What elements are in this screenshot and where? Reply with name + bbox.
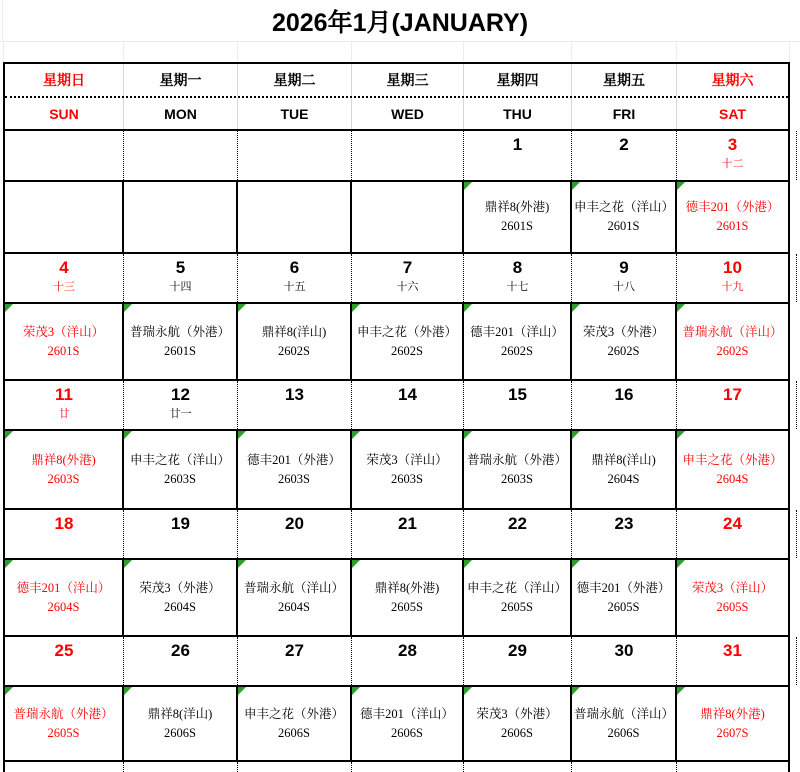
week-1-ship-row bbox=[5, 182, 788, 254]
calendar-table bbox=[3, 62, 790, 772]
date-cell-2[interactable] bbox=[572, 131, 677, 180]
ship-cell-6[interactable] bbox=[238, 304, 352, 379]
date-number: 18 bbox=[54, 514, 74, 533]
date-cell-20[interactable] bbox=[238, 510, 352, 558]
comment-indicator-icon bbox=[464, 560, 472, 568]
comment-indicator-icon bbox=[464, 687, 472, 695]
voyage-number-label: 2606S bbox=[164, 725, 196, 740]
lunar-date-label: 十三 bbox=[53, 281, 75, 293]
date-cell-23[interactable] bbox=[572, 510, 677, 558]
date-number: 11 bbox=[55, 385, 73, 404]
weekday-cn-fri: 星期五 bbox=[572, 64, 677, 96]
week-3-ship-row bbox=[5, 431, 788, 510]
ship-cell-11[interactable] bbox=[5, 431, 124, 508]
title-band bbox=[0, 0, 800, 42]
ship-cell-25[interactable] bbox=[5, 687, 124, 760]
comment-indicator-icon bbox=[677, 687, 685, 695]
date-cell-29[interactable] bbox=[464, 637, 572, 685]
voyage-number-label: 2605S bbox=[716, 599, 749, 614]
date-cell-14[interactable] bbox=[352, 381, 464, 429]
ship-cell-empty[interactable] bbox=[5, 182, 124, 252]
lunar-date-label: 廿一 bbox=[169, 408, 192, 420]
date-cell-5[interactable] bbox=[124, 254, 238, 302]
ship-cell-4[interactable] bbox=[5, 304, 124, 379]
voyage-number-label: 2601S bbox=[164, 343, 196, 358]
date-cell-empty[interactable] bbox=[352, 131, 464, 180]
ship-name-label: 普瑞永航（外港） bbox=[13, 706, 114, 721]
voyage-number-label: 2603S bbox=[278, 471, 310, 486]
ship-cell-22[interactable] bbox=[464, 560, 572, 635]
date-cell-3[interactable] bbox=[677, 131, 788, 180]
ship-name-label: 荣茂3（外港） bbox=[476, 706, 558, 721]
date-number: 21 bbox=[398, 514, 417, 533]
date-number: 24 bbox=[723, 514, 742, 533]
voyage-number-label: 2607S bbox=[716, 725, 749, 740]
comment-indicator-icon bbox=[572, 687, 580, 695]
comment-indicator-icon bbox=[572, 182, 580, 190]
week-2-date-row bbox=[5, 254, 788, 304]
date-cell-28[interactable] bbox=[352, 637, 464, 685]
date-number: 15 bbox=[508, 385, 527, 404]
weekday-header-chinese-row bbox=[5, 64, 788, 98]
date-cell-16[interactable] bbox=[572, 381, 677, 429]
weekday-cn-tue: 星期二 bbox=[238, 64, 352, 96]
comment-indicator-icon bbox=[352, 560, 360, 568]
date-cell-1[interactable] bbox=[464, 131, 572, 180]
lunar-date-label: 十六 bbox=[396, 281, 419, 293]
ship-name-label: 普瑞永航（外港） bbox=[466, 452, 567, 467]
comment-indicator-icon bbox=[124, 560, 132, 568]
comment-indicator-icon bbox=[352, 687, 360, 695]
voyage-number-label: 2606S bbox=[391, 725, 423, 740]
comment-indicator-icon bbox=[124, 304, 132, 312]
clipped-cell bbox=[464, 762, 572, 772]
date-number: 2 bbox=[619, 135, 629, 154]
ship-cell-20[interactable] bbox=[238, 560, 352, 635]
ship-cell-8[interactable] bbox=[464, 304, 572, 379]
ship-cell-31[interactable] bbox=[677, 687, 788, 760]
clipped-cell bbox=[352, 762, 464, 772]
date-number: 23 bbox=[614, 514, 634, 533]
comment-indicator-icon bbox=[572, 304, 580, 312]
comment-indicator-icon bbox=[124, 431, 132, 439]
voyage-number-label: 2604S bbox=[607, 471, 640, 486]
ship-cell-2[interactable] bbox=[572, 182, 677, 252]
comment-indicator-icon bbox=[352, 304, 360, 312]
ship-cell-empty[interactable] bbox=[124, 182, 238, 252]
date-number: 25 bbox=[54, 641, 74, 660]
date-cell-12[interactable] bbox=[124, 381, 238, 429]
weekday-en-thu: THU bbox=[464, 98, 572, 129]
date-number: 28 bbox=[398, 641, 417, 660]
date-number: 16 bbox=[614, 385, 634, 404]
comment-indicator-icon bbox=[124, 687, 132, 695]
voyage-number-label: 2603S bbox=[47, 471, 80, 486]
comment-indicator-icon bbox=[464, 182, 472, 190]
date-cell-4[interactable] bbox=[5, 254, 124, 302]
date-number: 7 bbox=[402, 258, 413, 277]
ship-cell-16[interactable] bbox=[572, 431, 677, 508]
ship-name-label: 申丰之花（洋山） bbox=[466, 580, 567, 595]
date-cell-18[interactable] bbox=[5, 510, 124, 558]
comment-indicator-icon bbox=[572, 431, 580, 439]
voyage-number-label: 2601S bbox=[47, 343, 80, 358]
comment-indicator-icon bbox=[677, 182, 685, 190]
date-cell-7[interactable] bbox=[352, 254, 464, 302]
comment-indicator-icon bbox=[5, 431, 13, 439]
week-1-date-row bbox=[5, 131, 788, 182]
clipped-cell bbox=[677, 762, 788, 772]
voyage-number-label: 2602S bbox=[716, 343, 749, 358]
ship-name-label: 申丰之花（外港） bbox=[356, 324, 457, 339]
date-cell-27[interactable] bbox=[238, 637, 352, 685]
date-cell-26[interactable] bbox=[124, 637, 238, 685]
voyage-number-label: 2604S bbox=[164, 599, 196, 614]
date-number: 13 bbox=[285, 385, 304, 404]
comment-indicator-icon bbox=[238, 560, 246, 568]
ship-cell-empty[interactable] bbox=[352, 182, 464, 252]
date-cell-25[interactable] bbox=[5, 637, 124, 685]
date-number: 12 bbox=[171, 385, 190, 404]
week-5-ship-row bbox=[5, 687, 788, 762]
voyage-number-label: 2606S bbox=[607, 725, 640, 740]
ship-cell-15[interactable] bbox=[464, 431, 572, 508]
date-number: 27 bbox=[285, 641, 304, 660]
date-cell-31[interactable] bbox=[677, 637, 788, 685]
ship-cell-18[interactable] bbox=[5, 560, 124, 635]
ship-cell-10[interactable] bbox=[677, 304, 788, 379]
ship-cell-21[interactable] bbox=[352, 560, 464, 635]
comment-indicator-icon bbox=[5, 560, 13, 568]
week-4-date-row bbox=[5, 510, 788, 560]
comment-indicator-icon bbox=[5, 687, 13, 695]
ship-name-label: 申丰之花（外港） bbox=[682, 452, 783, 467]
voyage-number-label: 2606S bbox=[278, 725, 310, 740]
ship-cell-13[interactable] bbox=[238, 431, 352, 508]
ship-cell-30[interactable] bbox=[572, 687, 677, 760]
weekday-header bbox=[3, 62, 790, 131]
voyage-number-label: 2603S bbox=[391, 471, 423, 486]
date-cell-empty[interactable] bbox=[124, 131, 238, 180]
weekday-cn-sat: 星期六 bbox=[711, 74, 754, 89]
ship-name-label: 鼎祥8(外港) bbox=[374, 580, 440, 595]
date-cell-24[interactable] bbox=[677, 510, 788, 558]
weekday-en-mon: MON bbox=[124, 98, 238, 129]
date-cell-11[interactable] bbox=[5, 381, 124, 429]
voyage-number-label: 2605S bbox=[391, 599, 423, 614]
date-number: 22 bbox=[508, 514, 527, 533]
voyage-number-label: 2602S bbox=[278, 343, 310, 358]
calendar-body bbox=[3, 131, 790, 772]
ship-cell-17[interactable] bbox=[677, 431, 788, 508]
weekday-cn-thu: 星期四 bbox=[464, 64, 572, 96]
date-number: 1 bbox=[512, 135, 523, 154]
comment-indicator-icon bbox=[238, 687, 246, 695]
date-cell-19[interactable] bbox=[124, 510, 238, 558]
voyage-number-label: 2604S bbox=[278, 599, 310, 614]
week-5-date-row bbox=[5, 637, 788, 687]
comment-indicator-icon bbox=[238, 431, 246, 439]
date-cell-8[interactable] bbox=[464, 254, 572, 302]
date-number: 20 bbox=[285, 514, 304, 533]
lunar-date-label: 十九 bbox=[721, 281, 744, 293]
ship-cell-9[interactable] bbox=[572, 304, 677, 379]
date-cell-9[interactable] bbox=[572, 254, 677, 302]
ship-name-label: 德丰201（洋山） bbox=[360, 706, 454, 721]
spreadsheet-gridline bbox=[2, 0, 3, 42]
ship-name-label: 德丰201（洋山） bbox=[16, 580, 111, 595]
ship-name-label: 德丰201（外港） bbox=[576, 580, 671, 595]
date-number: 17 bbox=[723, 385, 742, 404]
ship-name-label: 普瑞永航（洋山） bbox=[682, 324, 783, 339]
weekday-en-fri: FRI bbox=[572, 98, 677, 129]
voyage-number-label: 2604S bbox=[47, 599, 80, 614]
date-number: 9 bbox=[619, 258, 629, 277]
voyage-number-label: 2602S bbox=[501, 343, 533, 358]
date-number: 5 bbox=[175, 258, 186, 277]
ship-name-label: 申丰之花（洋山） bbox=[574, 200, 675, 214]
ship-cell-28[interactable] bbox=[352, 687, 464, 760]
date-cell-22[interactable] bbox=[464, 510, 572, 558]
ship-cell-23[interactable] bbox=[572, 560, 677, 635]
clipped-cell bbox=[572, 762, 677, 772]
page-title: 2026年1月(JANUARY) bbox=[271, 8, 529, 37]
voyage-number-label: 2602S bbox=[607, 343, 640, 358]
date-cell-17[interactable] bbox=[677, 381, 788, 429]
ship-name-label: 荣茂3（洋山） bbox=[22, 324, 105, 339]
ship-name-label: 普瑞永航（洋山） bbox=[243, 580, 344, 595]
voyage-number-label: 2601S bbox=[716, 219, 749, 233]
ship-cell-1[interactable] bbox=[464, 182, 572, 252]
date-number: 14 bbox=[398, 385, 417, 404]
date-number: 6 bbox=[289, 258, 300, 277]
ship-cell-27[interactable] bbox=[238, 687, 352, 760]
date-number: 3 bbox=[727, 135, 738, 154]
date-cell-empty[interactable] bbox=[238, 131, 352, 180]
comment-indicator-icon bbox=[464, 304, 472, 312]
comment-indicator-icon bbox=[352, 431, 360, 439]
weekday-header-english-row bbox=[5, 98, 788, 129]
ship-cell-5[interactable] bbox=[124, 304, 238, 379]
ship-name-label: 荣茂3（外港） bbox=[139, 580, 221, 595]
clipped-next-row bbox=[5, 762, 788, 772]
comment-indicator-icon bbox=[677, 304, 685, 312]
lunar-date-label: 十七 bbox=[506, 281, 529, 293]
date-number: 8 bbox=[512, 258, 523, 277]
ship-name-label: 荣茂3（洋山） bbox=[691, 580, 774, 595]
spacer-row bbox=[3, 42, 790, 62]
weekday-cn-mon: 星期一 bbox=[124, 64, 238, 96]
ship-name-label: 鼎祥8(外港) bbox=[31, 452, 96, 467]
date-cell-empty[interactable] bbox=[5, 131, 124, 180]
voyage-number-label: 2606S bbox=[501, 725, 533, 740]
week-4-ship-row bbox=[5, 560, 788, 637]
ship-name-label: 申丰之花（外港） bbox=[243, 706, 344, 721]
ship-cell-29[interactable] bbox=[464, 687, 572, 760]
voyage-number-label: 2605S bbox=[501, 599, 533, 614]
lunar-date-label: 十五 bbox=[283, 281, 306, 293]
ship-cell-empty[interactable] bbox=[238, 182, 352, 252]
comment-indicator-icon bbox=[677, 431, 685, 439]
ship-name-label: 鼎祥8(外港) bbox=[700, 706, 765, 721]
clipped-cell bbox=[124, 762, 238, 772]
weekday-en-sun: SUN bbox=[5, 98, 124, 129]
clipped-cell bbox=[5, 762, 124, 772]
week-3-date-row bbox=[5, 381, 788, 431]
ship-cell-24[interactable] bbox=[677, 560, 788, 635]
comment-indicator-icon bbox=[572, 560, 580, 568]
voyage-number-label: 2604S bbox=[716, 471, 749, 486]
date-cell-21[interactable] bbox=[352, 510, 464, 558]
lunar-date-label: 廿 bbox=[58, 408, 70, 420]
ship-name-label: 荣茂3（外港） bbox=[582, 324, 665, 339]
comment-indicator-icon bbox=[238, 304, 246, 312]
weekday-cn-sun: 星期日 bbox=[5, 64, 124, 96]
date-number: 29 bbox=[508, 641, 527, 660]
ship-name-label: 普瑞永航（洋山） bbox=[574, 706, 675, 721]
date-cell-30[interactable] bbox=[572, 637, 677, 685]
date-cell-10[interactable] bbox=[677, 254, 788, 302]
ship-cell-7[interactable] bbox=[352, 304, 464, 379]
lunar-date-label: 十四 bbox=[169, 281, 192, 293]
voyage-number-label: 2602S bbox=[391, 343, 423, 358]
comment-indicator-icon bbox=[5, 304, 13, 312]
ship-name-label: 德丰201（外港） bbox=[247, 452, 341, 467]
lunar-date-label: 十八 bbox=[613, 281, 635, 293]
date-number: 10 bbox=[723, 258, 742, 277]
voyage-number-label: 2601S bbox=[501, 219, 533, 233]
ship-name-label: 鼎祥8(洋山) bbox=[591, 452, 656, 467]
date-cell-6[interactable] bbox=[238, 254, 352, 302]
voyage-number-label: 2605S bbox=[607, 599, 640, 614]
ship-name-label: 普瑞永航（外港） bbox=[129, 324, 230, 339]
ship-cell-3[interactable] bbox=[677, 182, 788, 252]
week-2-ship-row bbox=[5, 304, 788, 381]
ship-name-label: 鼎祥8(洋山) bbox=[147, 706, 213, 721]
date-cell-13[interactable] bbox=[238, 381, 352, 429]
comment-indicator-icon bbox=[677, 560, 685, 568]
ship-name-label: 德丰201（洋山） bbox=[470, 324, 564, 339]
weekday-en-sat: SAT bbox=[719, 105, 746, 122]
voyage-number-label: 2601S bbox=[607, 219, 640, 233]
ship-name-label: 申丰之花（洋山） bbox=[129, 452, 230, 467]
date-number: 31 bbox=[723, 641, 742, 660]
ship-cell-14[interactable] bbox=[352, 431, 464, 508]
voyage-number-label: 2603S bbox=[501, 471, 533, 486]
date-number: 4 bbox=[59, 258, 69, 277]
weekday-cn-wed: 星期三 bbox=[352, 64, 464, 96]
ship-name-label: 鼎祥8(外港) bbox=[484, 200, 550, 214]
ship-name-label: 德丰201（外港） bbox=[685, 200, 780, 214]
weekday-en-wed: WED bbox=[352, 98, 464, 129]
voyage-number-label: 2605S bbox=[47, 725, 80, 740]
date-number: 19 bbox=[171, 514, 190, 533]
date-number: 30 bbox=[614, 641, 634, 660]
ship-cell-19[interactable] bbox=[124, 560, 238, 635]
lunar-date-label: 十二 bbox=[721, 158, 744, 170]
weekday-en-tue: TUE bbox=[238, 98, 352, 129]
ship-name-label: 荣茂3（洋山） bbox=[366, 452, 448, 467]
clipped-cell bbox=[238, 762, 352, 772]
ship-name-label: 鼎祥8(洋山) bbox=[261, 324, 327, 339]
comment-indicator-icon bbox=[464, 431, 472, 439]
ship-cell-26[interactable] bbox=[124, 687, 238, 760]
ship-cell-12[interactable] bbox=[124, 431, 238, 508]
date-number: 26 bbox=[171, 641, 190, 660]
date-cell-15[interactable] bbox=[464, 381, 572, 429]
voyage-number-label: 2603S bbox=[164, 471, 196, 486]
